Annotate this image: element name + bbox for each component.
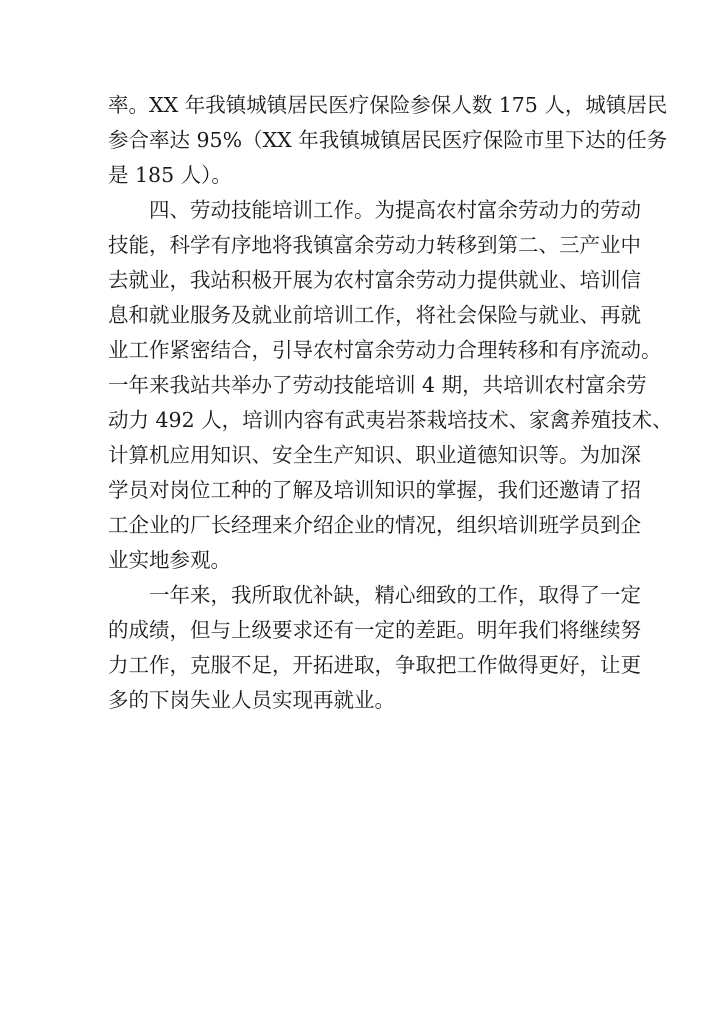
text-line: 学员对岗位工种的了解及培训知识的掌握，我们还邀请了招 xyxy=(108,478,641,502)
text-line: 一年来我站共举办了劳动技能培训 4 期，共培训农村富余劳 xyxy=(108,373,647,397)
paragraph-skills-training xyxy=(108,193,673,578)
text-line: 业实地参观。 xyxy=(108,548,231,572)
paragraph-summary xyxy=(108,578,641,718)
paragraph-insurance-rate xyxy=(108,88,668,193)
text-line: 是 185 人）。 xyxy=(108,163,232,187)
text-line: 参合率达 95%（XX 年我镇城镇居民医疗保险市里下达的任务 xyxy=(108,128,668,152)
text-line: 一年来，我所取优补缺，精心细致的工作，取得了一定 xyxy=(108,583,641,607)
text-line: 息和就业服务及就业前培训工作，将社会保险与就业、再就 xyxy=(108,303,641,327)
text-line: 的成绩，但与上级要求还有一定的差距。明年我们将继续努 xyxy=(108,618,641,642)
text-line: 计算机应用知识、安全生产知识、职业道德知识等。为加深 xyxy=(108,443,641,467)
text-line: 力工作，克服不足，开拓进取，争取把工作做得更好，让更 xyxy=(108,653,641,677)
text-line: 技能，科学有序地将我镇富余劳动力转移到第二、三产业中 xyxy=(108,233,641,257)
text-line: 多的下岗失业人员实现再就业。 xyxy=(108,688,395,712)
text-line: 四、劳动技能培训工作。为提高农村富余劳动力的劳动 xyxy=(108,198,641,222)
text-line: 业工作紧密结合，引导农村富余劳动力合理转移和有序流动。 xyxy=(108,338,662,362)
text-line: 去就业，我站积极开展为农村富余劳动力提供就业、培训信 xyxy=(108,268,641,292)
text-line: 动力 492 人，培训内容有武夷岩茶栽培技术、家禽养殖技术、 xyxy=(108,408,673,432)
document-body xyxy=(108,88,673,718)
text-line: 工企业的厂长经理来介绍企业的情况，组织培训班学员到企 xyxy=(108,513,641,537)
text-line: 率。XX 年我镇城镇居民医疗保险参保人数 175 人，城镇居民 xyxy=(108,93,668,117)
